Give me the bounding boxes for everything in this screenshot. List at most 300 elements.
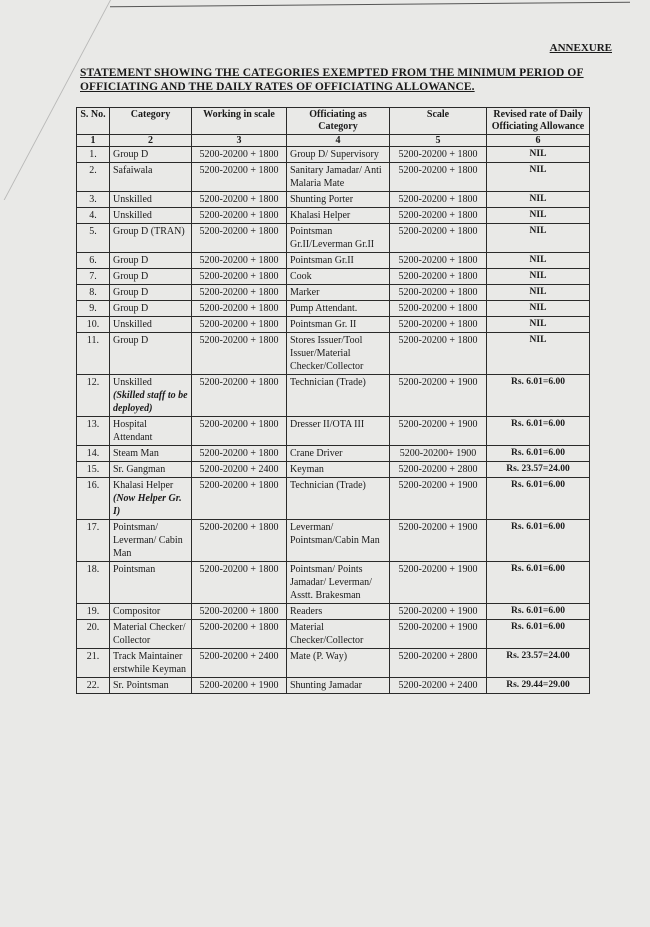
row-officiating-category-text: Material Checker/Collector — [290, 622, 364, 646]
row-scale — [390, 417, 487, 446]
row-scale-text: 5200-20200 + 1800 — [398, 210, 478, 221]
row-sno — [77, 224, 110, 253]
header-sno: S. No. — [77, 108, 110, 135]
row-officiating-category-text: Pump Attendant. — [290, 303, 358, 314]
col-number: 4 — [287, 135, 390, 147]
row-officiating-category — [287, 269, 390, 285]
row-category — [110, 301, 192, 317]
row-category — [110, 417, 192, 446]
row-sno — [77, 604, 110, 620]
row-rate — [487, 269, 590, 285]
row-sno — [77, 333, 110, 375]
row-working-scale-text: 5200-20200 + 1800 — [199, 255, 279, 266]
row-working-scale — [192, 446, 287, 462]
row-sno — [77, 253, 110, 269]
row-sno-text: 19. — [86, 606, 100, 617]
row-category — [110, 253, 192, 269]
row-category — [110, 520, 192, 562]
row-category — [110, 317, 192, 333]
row-rate-text: NIL — [529, 287, 547, 297]
row-officiating-category — [287, 678, 390, 694]
row-officiating-category-text: Cook — [290, 271, 312, 282]
row-scale — [390, 562, 487, 604]
row-working-scale — [192, 285, 287, 301]
row-scale-text: 5200-20200 + 1800 — [398, 335, 478, 346]
row-sno-text: 18. — [86, 564, 100, 575]
row-rate-text: NIL — [529, 255, 547, 265]
row-officiating-category-text: Technician (Trade) — [290, 480, 366, 491]
row-working-scale — [192, 147, 287, 163]
row-working-scale-text: 5200-20200 + 1800 — [199, 226, 279, 237]
row-rate-text: Rs. 6.01=6.00 — [511, 480, 565, 490]
table-row — [77, 269, 590, 285]
row-category-text: Group D — [113, 271, 149, 282]
row-category — [110, 147, 192, 163]
row-working-scale — [192, 649, 287, 678]
row-sno-text: 17. — [86, 522, 100, 533]
table-row — [77, 604, 590, 620]
row-working-scale-text: 5200-20200 + 2400 — [199, 651, 279, 662]
row-category-text: Unskilled — [113, 319, 152, 330]
row-category — [110, 192, 192, 208]
row-sno — [77, 147, 110, 163]
row-officiating-category — [287, 562, 390, 604]
row-scale — [390, 678, 487, 694]
row-category-text: Material Checker/ Collector — [113, 622, 186, 646]
row-scale-text: 5200-20200 + 2800 — [398, 464, 478, 475]
table-row — [77, 446, 590, 462]
row-sno — [77, 446, 110, 462]
row-officiating-category-text: Group D/ Supervisory — [290, 149, 379, 160]
row-sno-text: 21. — [86, 651, 100, 662]
row-category-text: Pointsman/ Leverman/ Cabin Man — [113, 522, 183, 559]
row-working-scale-text: 5200-20200 + 1800 — [199, 377, 279, 388]
row-category-text: Unskilled — [113, 210, 152, 221]
row-sno — [77, 462, 110, 478]
row-rate-text: NIL — [529, 210, 547, 220]
row-officiating-category-text: Stores Issuer/Tool Issuer/Material Checker/Collector — [290, 335, 364, 372]
row-category — [110, 224, 192, 253]
row-category — [110, 269, 192, 285]
header-working-scale: Working in scale — [192, 108, 287, 135]
row-working-scale — [192, 520, 287, 562]
row-sno-text: 6. — [89, 255, 97, 266]
row-scale — [390, 375, 487, 417]
row-scale — [390, 317, 487, 333]
row-rate-text: NIL — [529, 319, 547, 329]
col-number: 5 — [390, 135, 487, 147]
table-row — [77, 562, 590, 604]
table-row — [77, 317, 590, 333]
row-working-scale-text: 5200-20200 + 1800 — [199, 448, 279, 459]
row-category — [110, 620, 192, 649]
row-working-scale-text: 5200-20200 + 2400 — [199, 464, 279, 475]
row-scale — [390, 520, 487, 562]
row-scale — [390, 620, 487, 649]
row-category-note: (Now Helper Gr. I) — [113, 493, 182, 517]
row-officiating-category-text: Mate (P. Way) — [290, 651, 348, 662]
row-category — [110, 649, 192, 678]
row-scale-text: 5200-20200 + 1900 — [398, 564, 478, 575]
row-officiating-category-text: Crane Driver — [290, 448, 343, 459]
row-scale — [390, 163, 487, 192]
row-working-scale — [192, 208, 287, 224]
row-category — [110, 285, 192, 301]
row-working-scale — [192, 678, 287, 694]
row-officiating-category — [287, 375, 390, 417]
row-rate — [487, 253, 590, 269]
row-scale — [390, 333, 487, 375]
row-rate — [487, 285, 590, 301]
row-sno-text: 16. — [86, 480, 100, 491]
row-rate-text: Rs. 23.57=24.00 — [506, 651, 570, 661]
row-category — [110, 333, 192, 375]
row-working-scale — [192, 163, 287, 192]
row-category-text: Unskilled — [113, 377, 152, 388]
row-rate — [487, 562, 590, 604]
row-rate — [487, 301, 590, 317]
row-officiating-category-text: Pointsman Gr.II — [290, 255, 354, 266]
row-sno — [77, 208, 110, 224]
row-scale-text: 5200-20200 + 2400 — [398, 680, 478, 691]
row-working-scale — [192, 269, 287, 285]
row-category-text: Group D — [113, 287, 149, 298]
row-sno — [77, 620, 110, 649]
row-rate — [487, 478, 590, 520]
row-rate — [487, 620, 590, 649]
row-officiating-category-text: Dresser II/OTA III — [290, 419, 365, 430]
row-working-scale-text: 5200-20200 + 1800 — [199, 210, 279, 221]
row-scale-text: 5200-20200 + 1900 — [398, 377, 478, 388]
row-officiating-category — [287, 192, 390, 208]
row-category — [110, 163, 192, 192]
row-officiating-category-text: Sanitary Jamadar/ Anti Malaria Mate — [290, 165, 382, 189]
table-row — [77, 208, 590, 224]
row-rate-text: NIL — [529, 194, 547, 204]
row-sno — [77, 192, 110, 208]
row-scale-text: 5200-20200 + 1800 — [398, 226, 478, 237]
row-officiating-category-text: Shunting Porter — [290, 194, 354, 205]
row-officiating-category — [287, 253, 390, 269]
row-sno-text: 20. — [86, 622, 100, 633]
row-category-text: Group D — [113, 303, 149, 314]
row-working-scale-text: 5200-20200 + 1800 — [199, 480, 279, 491]
row-working-scale-text: 5200-20200 + 1800 — [199, 622, 279, 633]
row-officiating-category-text: Marker — [290, 287, 320, 298]
row-scale — [390, 446, 487, 462]
row-category-text: Group D — [113, 335, 149, 346]
row-category — [110, 604, 192, 620]
row-scale-text: 5200-20200 + 2800 — [398, 651, 478, 662]
table-header-row — [77, 108, 590, 135]
row-rate-text: NIL — [529, 335, 547, 345]
row-working-scale-text: 5200-20200 + 1900 — [199, 680, 279, 691]
row-working-scale — [192, 224, 287, 253]
row-sno — [77, 269, 110, 285]
table-row — [77, 417, 590, 446]
row-sno-text: 14. — [86, 448, 100, 459]
row-officiating-category-text: Pointsman/ Points Jamadar/ Leverman/ Asstt. Brakesman — [290, 564, 372, 601]
row-working-scale — [192, 562, 287, 604]
row-scale — [390, 147, 487, 163]
row-scale-text: 5200-20200 + 1900 — [398, 622, 478, 633]
row-rate — [487, 649, 590, 678]
row-category-text: Compositor — [113, 606, 161, 617]
row-officiating-category — [287, 317, 390, 333]
row-scale-text: 5200-20200 + 1900 — [398, 522, 478, 533]
row-working-scale-text: 5200-20200 + 1800 — [199, 149, 279, 160]
col-number: 3 — [192, 135, 287, 147]
row-officiating-category-text: Leverman/ Pointsman/Cabin Man — [290, 522, 380, 546]
row-working-scale-text: 5200-20200 + 1800 — [199, 287, 279, 298]
row-working-scale — [192, 620, 287, 649]
row-sno-text: 1. — [89, 149, 97, 160]
row-category — [110, 678, 192, 694]
row-rate-text: Rs. 6.01=6.00 — [511, 622, 565, 632]
table-row — [77, 620, 590, 649]
row-scale-text: 5200-20200 + 1800 — [398, 255, 478, 266]
row-rate — [487, 446, 590, 462]
row-scale-text: 5200-20200 + 1900 — [398, 606, 478, 617]
row-rate-text: Rs. 6.01=6.00 — [511, 448, 565, 458]
row-rate — [487, 192, 590, 208]
row-scale — [390, 301, 487, 317]
table-row — [77, 520, 590, 562]
annexure-label: ANNEXURE — [549, 42, 612, 54]
row-sno — [77, 317, 110, 333]
row-officiating-category-text: Keyman — [290, 464, 324, 475]
row-scale — [390, 604, 487, 620]
row-scale-text: 5200-20200 + 1900 — [398, 480, 478, 491]
row-sno-text: 10. — [86, 319, 100, 330]
row-category — [110, 375, 192, 417]
row-rate — [487, 417, 590, 446]
row-working-scale — [192, 462, 287, 478]
row-sno-text: 8. — [89, 287, 97, 298]
row-working-scale-text: 5200-20200 + 1800 — [199, 606, 279, 617]
row-sno-text: 13. — [86, 419, 100, 430]
table-row — [77, 375, 590, 417]
row-rate — [487, 163, 590, 192]
row-officiating-category-text: Khalasi Helper — [290, 210, 351, 221]
row-rate — [487, 604, 590, 620]
row-officiating-category — [287, 163, 390, 192]
table-row — [77, 478, 590, 520]
row-category — [110, 562, 192, 604]
row-scale — [390, 224, 487, 253]
row-rate — [487, 678, 590, 694]
column-number-row — [77, 135, 590, 147]
row-scale — [390, 269, 487, 285]
row-rate — [487, 147, 590, 163]
row-scale — [390, 649, 487, 678]
row-category-text: Hospital Attendant — [113, 419, 153, 443]
row-sno-text: 7. — [89, 271, 97, 282]
row-category-text: Sr. Pointsman — [113, 680, 169, 691]
row-rate-text: Rs. 6.01=6.00 — [511, 522, 565, 532]
row-scale-text: 5200-20200+ 1900 — [399, 448, 477, 459]
scan-top-line — [110, 2, 630, 8]
row-sno-text: 5. — [89, 226, 97, 237]
row-working-scale-text: 5200-20200 + 1800 — [199, 271, 279, 282]
row-scale — [390, 462, 487, 478]
row-working-scale — [192, 192, 287, 208]
row-rate-text: Rs. 6.01=6.00 — [511, 419, 565, 429]
table-body — [77, 147, 590, 694]
row-working-scale-text: 5200-20200 + 1800 — [199, 194, 279, 205]
document-heading: STATEMENT SHOWING THE CATEGORIES EXEMPTED FROM THE MINIMUM PERIOD OF OFFICIATING AND THE DAILY RATES OF OFFICIATING ALLOWANCE. — [80, 67, 584, 93]
header-revised-rate: Revised rate of Daily Officiating Allowance — [487, 108, 590, 135]
row-officiating-category-text: Shunting Jamadar — [290, 680, 362, 691]
row-officiating-category — [287, 333, 390, 375]
row-officiating-category — [287, 285, 390, 301]
row-scale — [390, 208, 487, 224]
row-rate-text: NIL — [529, 303, 547, 313]
row-scale-text: 5200-20200 + 1800 — [398, 194, 478, 205]
table-row — [77, 333, 590, 375]
row-sno-text: 15. — [86, 464, 100, 475]
row-sno-text: 2. — [89, 165, 97, 176]
row-sno — [77, 301, 110, 317]
row-scale-text: 5200-20200 + 1800 — [398, 303, 478, 314]
table-row — [77, 253, 590, 269]
row-category — [110, 446, 192, 462]
row-scale — [390, 253, 487, 269]
row-working-scale — [192, 478, 287, 520]
row-rate — [487, 375, 590, 417]
row-category-text: Unskilled — [113, 194, 152, 205]
row-category-text: Sr. Gangman — [113, 464, 166, 475]
row-category — [110, 478, 192, 520]
row-rate-text: NIL — [529, 149, 547, 159]
row-sno-text: 12. — [86, 377, 100, 388]
row-working-scale — [192, 604, 287, 620]
row-sno — [77, 562, 110, 604]
row-rate-text: Rs. 29.44=29.00 — [506, 680, 570, 690]
row-rate-text: NIL — [529, 271, 547, 281]
row-scale-text: 5200-20200 + 1800 — [398, 319, 478, 330]
row-rate — [487, 224, 590, 253]
row-officiating-category — [287, 446, 390, 462]
row-officiating-category — [287, 462, 390, 478]
row-officiating-category — [287, 604, 390, 620]
table-row — [77, 192, 590, 208]
row-scale — [390, 192, 487, 208]
row-officiating-category — [287, 301, 390, 317]
row-working-scale-text: 5200-20200 + 1800 — [199, 522, 279, 533]
col-number: 2 — [110, 135, 192, 147]
row-officiating-category-text: Technician (Trade) — [290, 377, 366, 388]
row-category-text: Group D — [113, 149, 149, 160]
row-working-scale-text: 5200-20200 + 1800 — [199, 335, 279, 346]
row-scale-text: 5200-20200 + 1900 — [398, 419, 478, 430]
row-rate — [487, 462, 590, 478]
col-number: 6 — [487, 135, 590, 147]
header-officiating-category: Officiating as Category — [287, 108, 390, 135]
row-category-text: Safaiwala — [113, 165, 153, 176]
row-working-scale-text: 5200-20200 + 1800 — [199, 319, 279, 330]
table-row — [77, 301, 590, 317]
row-sno — [77, 478, 110, 520]
row-officiating-category — [287, 147, 390, 163]
row-working-scale — [192, 253, 287, 269]
row-rate-text: NIL — [529, 165, 547, 175]
row-working-scale — [192, 301, 287, 317]
row-working-scale — [192, 375, 287, 417]
row-sno — [77, 520, 110, 562]
row-officiating-category — [287, 649, 390, 678]
table-row — [77, 285, 590, 301]
row-sno-text: 22. — [86, 680, 100, 691]
row-officiating-category — [287, 417, 390, 446]
row-officiating-category-text: Pointsman Gr. II — [290, 319, 357, 330]
row-sno — [77, 678, 110, 694]
row-category-text: Khalasi Helper — [113, 480, 174, 491]
row-working-scale-text: 5200-20200 + 1800 — [199, 165, 279, 176]
row-working-scale — [192, 333, 287, 375]
row-officiating-category-text: Readers — [290, 606, 323, 617]
row-category — [110, 208, 192, 224]
row-sno-text: 4. — [89, 210, 97, 221]
row-officiating-category — [287, 478, 390, 520]
row-rate-text: Rs. 6.01=6.00 — [511, 564, 565, 574]
row-category-text: Track Maintainer erstwhile Keyman — [113, 651, 187, 675]
row-working-scale-text: 5200-20200 + 1800 — [199, 419, 279, 430]
row-category-text: Group D (TRAN) — [113, 226, 185, 237]
row-rate — [487, 208, 590, 224]
table-row — [77, 649, 590, 678]
row-rate — [487, 520, 590, 562]
allowance-table — [76, 107, 590, 694]
header-scale: Scale — [390, 108, 487, 135]
row-rate-text: Rs. 6.01=6.00 — [511, 377, 565, 387]
row-scale-text: 5200-20200 + 1800 — [398, 149, 478, 160]
row-working-scale — [192, 317, 287, 333]
row-scale-text: 5200-20200 + 1800 — [398, 165, 478, 176]
row-officiating-category — [287, 620, 390, 649]
row-working-scale — [192, 417, 287, 446]
table-row — [77, 462, 590, 478]
row-category-text: Pointsman — [113, 564, 156, 575]
row-officiating-category — [287, 208, 390, 224]
row-rate-text: Rs. 23.57=24.00 — [506, 464, 570, 474]
row-category — [110, 462, 192, 478]
header-category: Category — [110, 108, 192, 135]
row-rate-text: Rs. 6.01=6.00 — [511, 606, 565, 616]
row-rate — [487, 317, 590, 333]
row-scale — [390, 285, 487, 301]
row-category-text: Group D — [113, 255, 149, 266]
row-category-text: Steam Man — [113, 448, 159, 459]
row-sno — [77, 417, 110, 446]
row-officiating-category — [287, 520, 390, 562]
table-row — [77, 678, 590, 694]
table-row — [77, 147, 590, 163]
row-working-scale-text: 5200-20200 + 1800 — [199, 303, 279, 314]
row-sno-text: 11. — [86, 335, 100, 346]
table-row — [77, 163, 590, 192]
row-scale — [390, 478, 487, 520]
row-rate-text: NIL — [529, 226, 547, 236]
row-rate — [487, 333, 590, 375]
row-officiating-category-text: Pointsman Gr.II/Leverman Gr.II — [290, 226, 375, 250]
row-sno — [77, 375, 110, 417]
row-sno — [77, 163, 110, 192]
row-scale-text: 5200-20200 + 1800 — [398, 287, 478, 298]
row-officiating-category — [287, 224, 390, 253]
table-row — [77, 224, 590, 253]
row-sno-text: 3. — [89, 194, 97, 205]
